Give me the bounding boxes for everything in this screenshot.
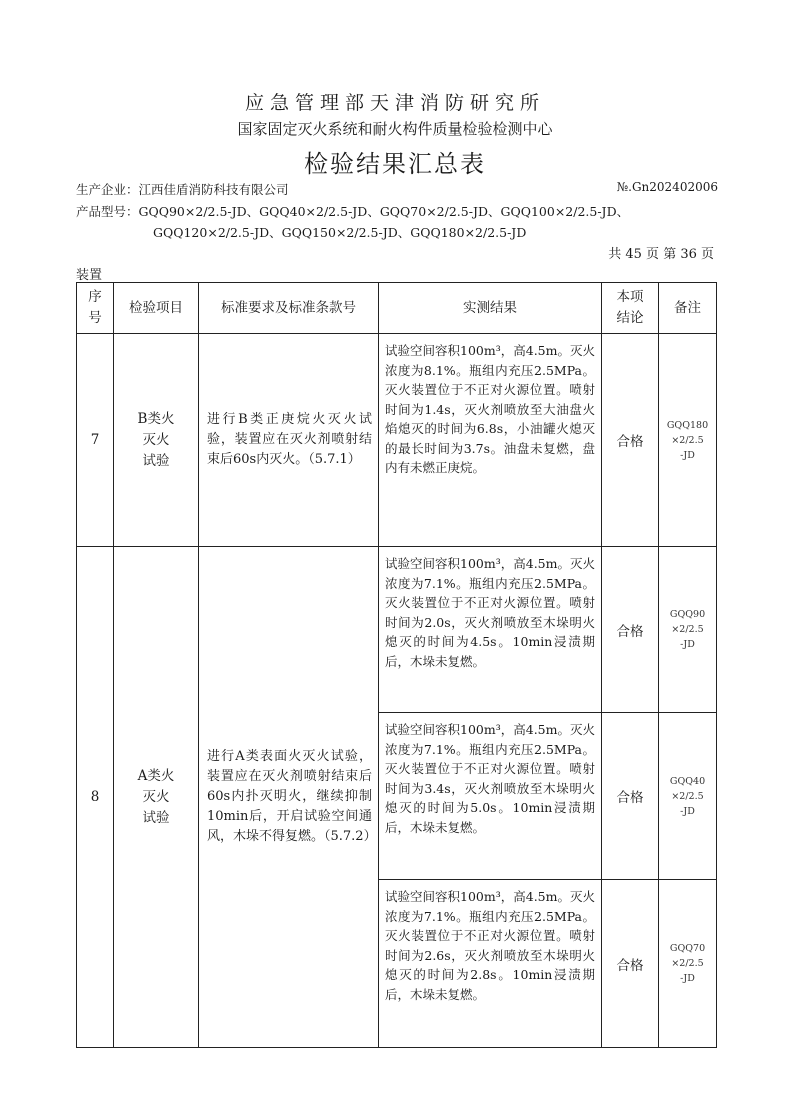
table-header-row — [77, 283, 717, 334]
row-conclusion: 合格 — [602, 880, 659, 1048]
row-conclusion: 合格 — [602, 547, 659, 713]
row-seq: 8 — [77, 547, 114, 1048]
continued-label: 装置 — [76, 268, 103, 283]
row-conclusion: 合格 — [602, 334, 659, 547]
row-result: 试验空间容积100m³，高4.5m。灭火浓度为7.1%。瓶组内充压2.5MPa。灭火装置位于不正对火源位置。喷射时间为2.6s，灭火剂喷放至木垛明火熄灭的时间为2.8s。10min浸渍期后，木垛未复燃。 — [379, 880, 602, 1048]
product-model-line-1: 产品型号：GQQ90×2/2.5-JD、GQQ40×2/2.5-JD、GQQ70×2/2.5-JD、GQQ100×2/2.5-JD、 — [76, 204, 630, 219]
row-result: 试验空间容积100m³，高4.5m。灭火浓度为7.1%。瓶组内充压2.5MPa。灭火装置位于不正对火源位置。喷射时间为2.0s，灭火剂喷放至木垛明火熄灭的时间为4.5s。10min浸渍期后，木垛未复燃。 — [379, 547, 602, 713]
row-item: B类火 灭火 试验 — [114, 334, 199, 547]
product-model-line-2: GQQ120×2/2.5-JD、GQQ150×2/2.5-JD、GQQ180×2/2.5-JD — [153, 225, 527, 240]
header-remark: 备注 — [659, 283, 717, 334]
row-remark: GQQ70 ×2/2.5 -JD — [659, 880, 717, 1048]
header-standard: 标准要求及标准条款号 — [199, 283, 379, 334]
org-center-name: 国家固定灭火系统和耐火构件质量检验检测中心 — [237, 120, 553, 138]
row-standard: 进行A类表面火灭火试验，装置应在灭火剂喷射结束后60s内扑灭明火，继续抑制10min后，开启试验空间通风，木垛不得复燃。（5.7.2） — [199, 547, 379, 1048]
results-table — [76, 282, 717, 1048]
manufacturer-line: 生产企业：江西佳盾消防科技有限公司 — [76, 182, 289, 197]
row-result: 试验空间容积100m³，高4.5m。灭火浓度为7.1%。瓶组内充压2.5MPa。灭火装置位于不正对火源位置。喷射时间为3.4s，灭火剂喷放至木垛明火熄灭的时间为5.0s。10min浸渍期后，木垛未复燃。 — [379, 713, 602, 880]
row-standard: 进行B类正庚烷火灭火试验，装置应在灭火剂喷射结束后60s内灭火。（5.7.1） — [199, 334, 379, 547]
page-title: 检验结果汇总表 — [304, 150, 486, 178]
header-conclusion: 本项 结论 — [602, 283, 659, 334]
table-row — [77, 547, 717, 713]
header-result: 实测结果 — [379, 283, 602, 334]
report-number: №.Gn202402006 — [616, 180, 718, 194]
row-conclusion: 合格 — [602, 713, 659, 880]
row-seq: 7 — [77, 334, 114, 547]
row-item: A类火 灭火 试验 — [114, 547, 199, 1048]
row-remark: GQQ90 ×2/2.5 -JD — [659, 547, 717, 713]
header-seq: 序 号 — [77, 283, 114, 334]
page-counter: 共 45 页 第 36 页 — [608, 247, 714, 262]
row-result: 试验空间容积100m³，高4.5m。灭火浓度为8.1%。瓶组内充压2.5MPa。灭火装置位于不正对火源位置。喷射时间为1.4s，灭火剂喷放至大油盘火焰熄灭的时间为6.8s，小油罐火熄灭的最长时间为3.7s。油盘未复燃，盘内有未燃正庚烷。 — [379, 334, 602, 547]
row-remark: GQQ180 ×2/2.5 -JD — [659, 334, 717, 547]
table-row — [77, 334, 717, 547]
header-item: 检验项目 — [114, 283, 199, 334]
row-remark: GQQ40 ×2/2.5 -JD — [659, 713, 717, 880]
org-name: 应急管理部天津消防研究所 — [244, 92, 545, 114]
